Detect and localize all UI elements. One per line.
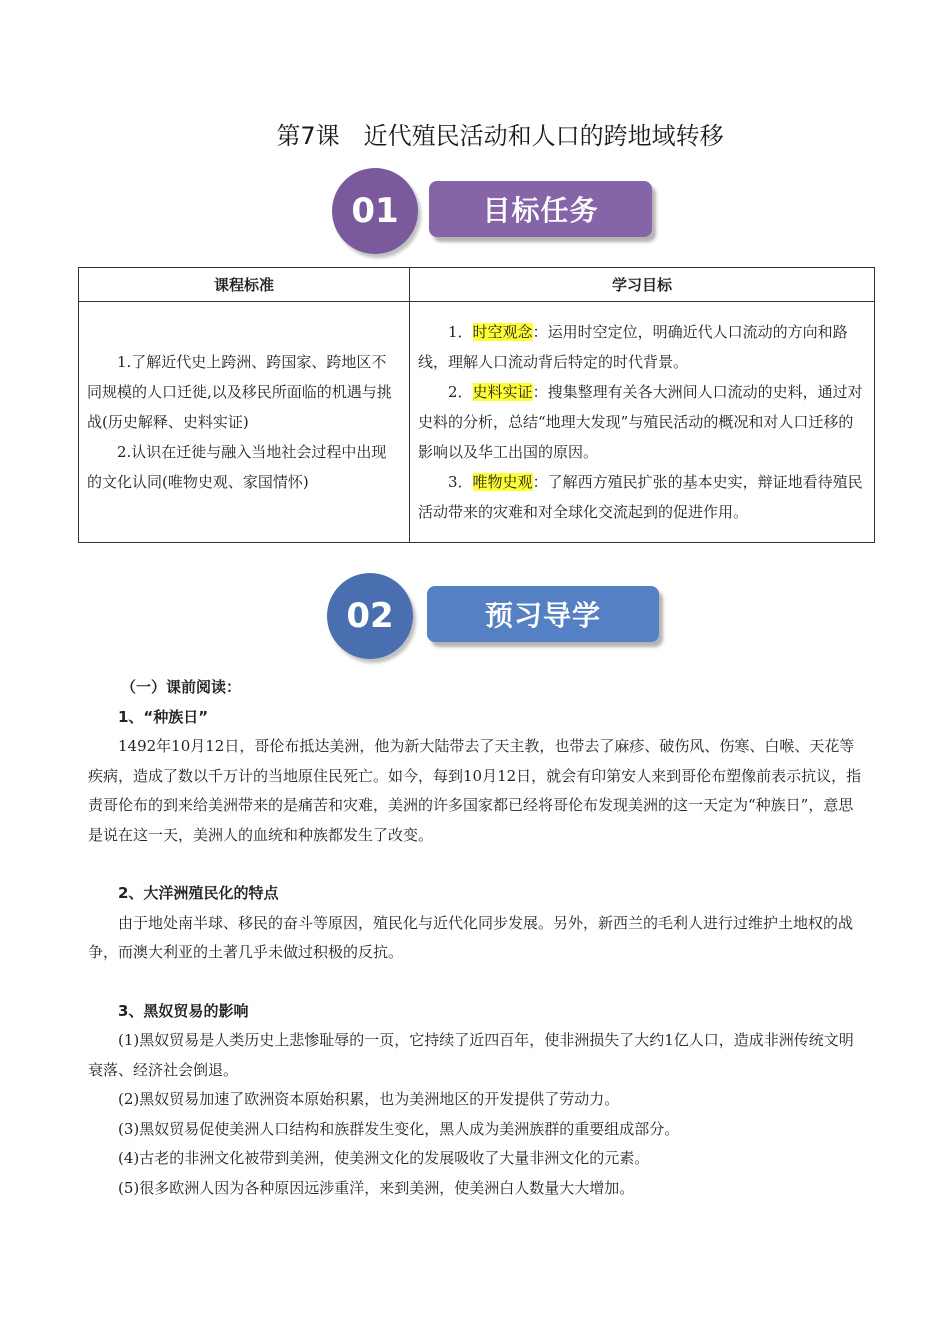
section-number-badge: 01 [332, 168, 418, 254]
goal-item: 2．史料实证：搜集整理有关各大洲间人口流动的史料，通过对史料的分析，总结“地理大发现”与殖民活动的概况和对人口迁移的影响以及华工出国的原因。 [418, 383, 863, 461]
section-paragraph: (2)黑奴贸易加速了欧洲资本原始积累，也为美洲地区的开发提供了劳动力。 [118, 1090, 620, 1108]
table-header: 学习目标 [410, 268, 875, 302]
section-title: 2、大洋洲殖民化的特点 [118, 884, 279, 902]
goal-item: 3．唯物史观：了解西方殖民扩张的基本史实，辩证地看待殖民活动带来的灾难和对全球化交流起到的促进作用。 [418, 473, 863, 521]
standard-item: 1.了解近代史上跨洲、跨国家、跨地区不同规模的人口迁徙,以及移民所面临的机遇与挑战(历史解释、史料实证) [87, 353, 392, 431]
table-row [79, 302, 875, 543]
section-title: 3、黑奴贸易的影响 [118, 1001, 249, 1020]
goal-keyword-highlight: 史料实证 [472, 383, 533, 401]
goal-keyword-highlight: 唯物史观 [472, 473, 533, 491]
section-paragraph: 由于地处南半球、移民的奋斗等原因，殖民化与近代化同步发展。另外，新西兰的毛利人进行过维护土地权的战争，而澳大利亚的土著几乎未做过积极的反抗。 [88, 913, 854, 961]
section-number-badge: 02 [327, 573, 413, 659]
section-paragraph: 1492年10月12日，哥伦布抵达美洲，他为新大陆带去了天主教，也带去了麻疹、破伤风、伤寒、白喉、天花等疾病，造成了数以千万计的当地原住民死亡。如今，每到10月12日，就会有印第安人来到哥伦布塑像前表示抗议，指责哥伦布的到来给美洲带来的是痛苦和灾难，美洲的许多国家都已经将哥伦布发现美洲的这一天定为“种族日”，意思是说在这一天，美洲人的血统和种族都发生了改变。 [88, 737, 862, 844]
table-header: 课程标准 [79, 268, 410, 302]
section-paragraph: (5)很多欧洲人因为各种原因远涉重洋，来到美洲，使美洲白人数量大大增加。 [118, 1178, 635, 1197]
goal-item: 1．时空观念：运用时空定位，明确近代人口流动的方向和路线，理解人口流动背后特定的时代背景。 [418, 323, 848, 371]
section-paragraph: (4)古老的非洲文化被带到美洲，使美洲文化的发展吸收了大量非洲文化的元素。 [118, 1149, 650, 1167]
goals-table [78, 267, 875, 543]
reading-heading: （一）课前阅读： [121, 678, 242, 696]
section-title-pill: 预习导学 [427, 586, 659, 642]
pre-reading-content [88, 673, 864, 1203]
section-title-pill: 目标任务 [429, 181, 652, 237]
page-title: 第7课 近代殖民活动和人口的跨地域转移 [276, 122, 724, 150]
section-title: 1、“种族日” [118, 707, 209, 726]
course-standards-cell [79, 302, 410, 543]
section-paragraph: (1)黑奴贸易是人类历史上悲惨耻辱的一页，它持续了近四百年，使非洲损失了大约1亿人口，造成非洲传统文明衰落、经济社会倒退。 [88, 1031, 854, 1079]
table-header-row [79, 268, 875, 302]
standard-item: 2.认识在迁徙与融入当地社会过程中出现的文化认同(唯物史观、家国情怀) [87, 443, 387, 491]
section-paragraph: (3)黑奴贸易促使美洲人口结构和族群发生变化，黑人成为美洲族群的重要组成部分。 [118, 1119, 680, 1138]
goal-keyword-highlight: 时空观念 [472, 323, 533, 341]
learning-goals-cell [410, 302, 875, 543]
